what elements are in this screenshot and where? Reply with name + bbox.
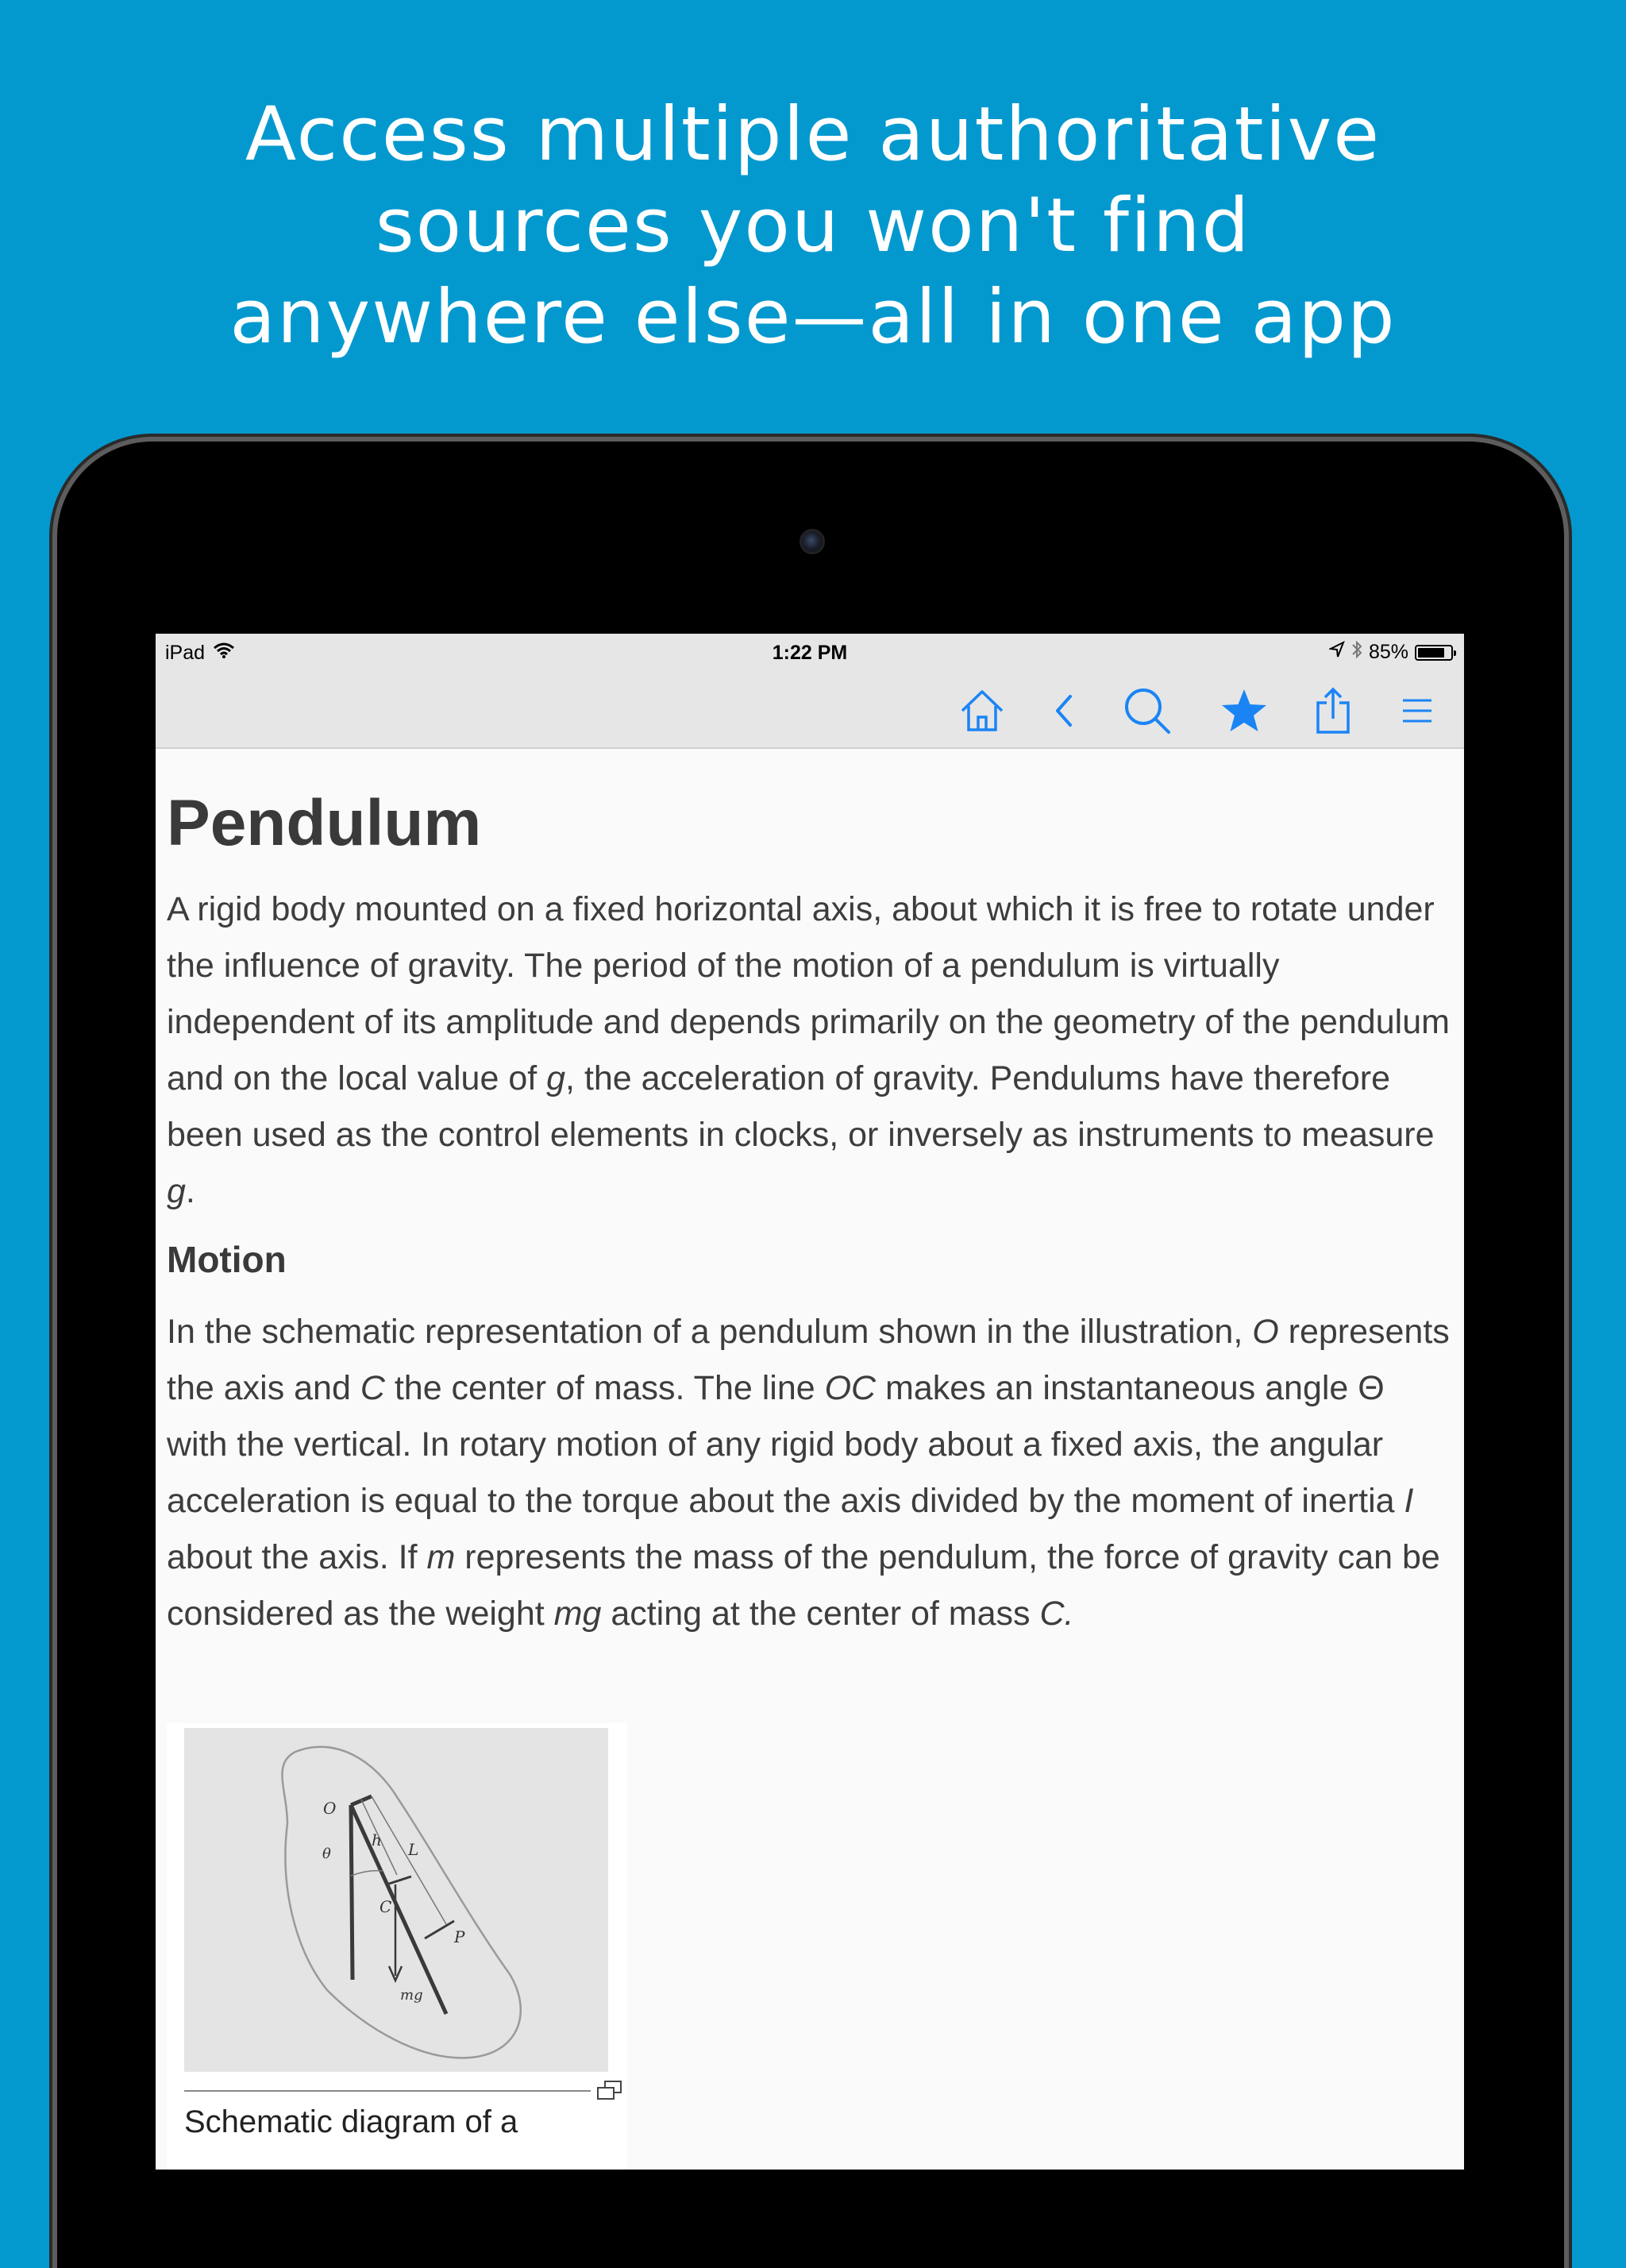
italic-term: mg: [553, 1595, 602, 1633]
diagram-label-mg: mg: [400, 1987, 423, 2004]
figure-caption: Schematic diagram of a: [184, 2104, 518, 2139]
share-button[interactable]: [1305, 683, 1361, 739]
italic-term: OC: [824, 1369, 877, 1407]
diagram-label-h: h: [372, 1830, 382, 1850]
diagram-label-l: L: [408, 1840, 419, 1859]
search-button[interactable]: [1119, 683, 1175, 739]
text-run: about the axis. If: [167, 1538, 427, 1576]
article-content: [167, 783, 1453, 1642]
status-bar: [156, 634, 1464, 672]
text-run: In the schematic representation of a pendulum shown in the illustration,: [167, 1313, 1253, 1351]
status-time: 1:22 PM: [772, 642, 848, 664]
italic-term: I: [1404, 1482, 1414, 1520]
promo-headline: [0, 89, 1626, 363]
text-run: makes an instantaneous angle Θ with the vertical. In rotary motion of any rigid body about a fixed axis, the angular acceleration is equal to the torque about the axis divided by the moment of inertia: [167, 1369, 1404, 1520]
device-name: iPad: [165, 642, 206, 664]
ipad-screen: [156, 634, 1464, 2170]
back-button[interactable]: [1037, 683, 1092, 739]
text-run: , the acceleration of gravity. Pendulums have therefore been used as the control elements in clocks, or inversely as instruments to measure: [167, 1059, 1435, 1154]
text-run: .: [185, 1172, 195, 1210]
article-motion-paragraph: [167, 1304, 1453, 1642]
article-title: Pendulum: [167, 787, 482, 859]
home-icon: [959, 688, 1005, 733]
pendulum-diagram-image[interactable]: [184, 1728, 608, 2072]
text-run: acting at the center of mass: [601, 1595, 1040, 1633]
toolbar: [156, 672, 1464, 749]
diagram-label-theta: θ: [322, 1846, 331, 1862]
promo-headline-line: anywhere else—all in one app: [229, 274, 1397, 361]
figure-divider: [184, 2090, 591, 2092]
article-intro-paragraph: [167, 881, 1453, 1220]
text-run: the center of mass. The line: [384, 1369, 825, 1407]
text-run: represents the axis and: [167, 1313, 1450, 1407]
bluetooth-icon: [1351, 640, 1362, 665]
favorite-button[interactable]: [1216, 683, 1272, 739]
text-run: represents the mass of the pendulum, the force of gravity can be considered as the weight: [167, 1538, 1440, 1633]
promo-headline-line: Access multiple authoritative: [245, 91, 1381, 178]
battery-icon: [1415, 645, 1453, 661]
star-icon: [1220, 688, 1268, 734]
italic-term: C: [360, 1369, 385, 1407]
location-arrow-icon: [1329, 641, 1345, 664]
italic-term: g: [167, 1172, 186, 1210]
diagram-label-p: P: [454, 1927, 465, 1946]
italic-term: m: [426, 1538, 456, 1576]
promo-headline-line: sources you won't find: [375, 183, 1251, 269]
search-icon: [1123, 686, 1172, 735]
battery-percent: 85%: [1368, 641, 1408, 663]
menu-icon: [1401, 697, 1433, 724]
italic-term: O: [1252, 1313, 1279, 1351]
text-run: A rigid body mounted on a fixed horizontal axis, about which it is free to rotate under the influence of gravity. The period of the motion of a pendulum is virtually independent of its amplitude and depends primarily on the geometry of the pendulum and on the local value of: [167, 890, 1450, 1097]
menu-button[interactable]: [1389, 683, 1445, 739]
diagram-label-o: O: [323, 1799, 337, 1818]
expand-figure-icon[interactable]: [595, 2079, 624, 2103]
italic-term: C.: [1039, 1595, 1074, 1633]
italic-term: g: [546, 1059, 566, 1097]
home-button[interactable]: [954, 683, 1010, 739]
figure-pendulum[interactable]: [167, 1723, 627, 2170]
front-camera: [800, 529, 825, 554]
back-chevron-icon: [1053, 693, 1077, 728]
share-icon: [1315, 687, 1351, 735]
section-heading-motion: Motion: [167, 1239, 287, 1280]
battery-level: [1418, 648, 1444, 658]
diagram-label-c: C: [380, 1897, 392, 1916]
